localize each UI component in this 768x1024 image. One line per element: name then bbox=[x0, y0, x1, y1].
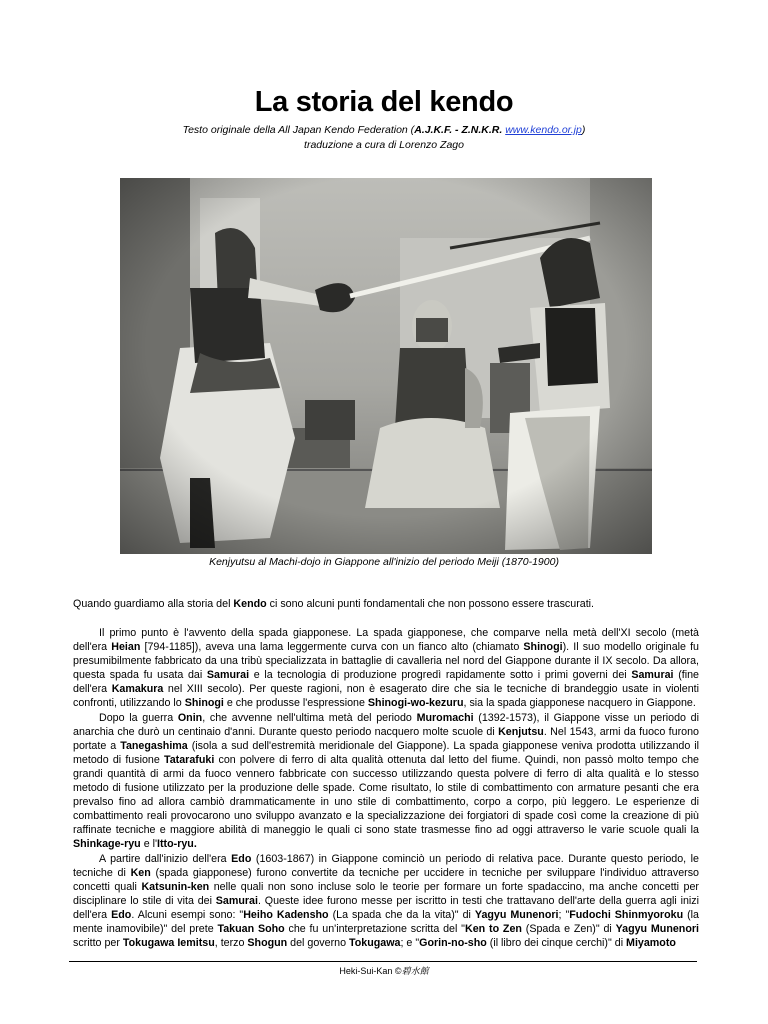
text-run: del governo bbox=[287, 937, 349, 950]
bold-term: Kamakura bbox=[111, 683, 164, 696]
bold-term: Samurai bbox=[631, 669, 674, 682]
text-run: (1392-1573), il Giappone visse un periodo di anarchia che durò un centinaio d'anni. Durante questo periodo nacquero molte scuole di bbox=[73, 711, 699, 738]
bold-term: Gorin-no-sho bbox=[419, 937, 487, 950]
text-run: . Alcuni esempi sono: " bbox=[131, 908, 244, 921]
text-run: (1603-1867) in Giappone cominciò un periodo di relativa pace. Durante questo periodo, le tecniche di bbox=[73, 852, 699, 879]
text-run: (Spada e Zen)" di bbox=[521, 922, 616, 935]
bold-term: Yagyu Munenori bbox=[474, 908, 559, 921]
text-run: con polvere di ferro di alta qualità ottenuta dal letto del fiume. Quindi, non passò molto tempo che grandi quantità di armi da fuoco vennero fabbricate con successo utilizzando questa polvere di ferro di alta qualità e lo stesso metodo di fusione utilizzato per la produzione delle spade. Come risultato, lo stile di combattimento con armature pesanti che era prevalso fino ad allora cambiò drammaticamente in uno stile di combattimento, corpo a corpo, più leggero. Le esperienze di combattimento reali provocarono uno sviluppo avanzato e la specializzazione dei forgiatori di spade così come la creazione di più raffinate tecniche e maggiore abilità di maneggio le quali ci sono state trasmesse fino ad oggi attraverso le varie scuole quali la bbox=[73, 753, 700, 837]
bold-term: Ken bbox=[130, 866, 151, 879]
text-run: (La spada che da la vita)" di bbox=[328, 908, 475, 921]
text-run: , che avvenne nell'ultima metà del periodo bbox=[202, 711, 417, 724]
text-run: (isola a sud dell'estremità meridionale del Giappone). La spada giapponese veniva prodotta utilizzando il metodo di fusione bbox=[73, 739, 700, 766]
bold-term: Tokugawa Iemitsu bbox=[122, 937, 215, 950]
footer-signature: 碧水館 bbox=[401, 967, 429, 977]
bold-term: Kenjutsu bbox=[498, 725, 544, 738]
text-run: , sia la spada giapponese nacquero in Giappone. bbox=[463, 697, 696, 710]
source-suffix: ) bbox=[581, 124, 586, 136]
body-text bbox=[73, 626, 699, 950]
text-run: nelle quali non sono incluse solo le teorie per formare un forte spadaccino, ma anche concetti per disciplinare lo stile di vita dei bbox=[73, 880, 699, 907]
translation-credit: traduzione a cura di Lorenzo Zago bbox=[304, 139, 464, 151]
footer-divider bbox=[69, 961, 697, 962]
bold-term: Yagyu Munenori bbox=[615, 922, 699, 935]
bold-term: Kendo bbox=[233, 598, 267, 610]
photo-caption: Kenjyutsu al Machi-dojo in Giappone all'inizio del periodo Meiji (1870-1900) bbox=[209, 556, 559, 568]
bold-term: Edo bbox=[111, 908, 132, 921]
bold-term: Tokugawa bbox=[349, 937, 401, 950]
text-run: (la mente inamovibile)" del prete bbox=[73, 908, 699, 935]
bold-term: Fudochi Shinmyoroku bbox=[569, 908, 684, 921]
text-run: . Queste idee furono messe per iscritto in testi che trattavano dell'arte della guerra agli inizi dell'era bbox=[73, 894, 699, 921]
bold-term: Heiho Kadensho bbox=[243, 908, 329, 921]
bold-term: Edo bbox=[231, 852, 252, 865]
bold-term: Heian bbox=[111, 641, 141, 654]
text-run: Quando guardiamo alla storia del bbox=[73, 598, 234, 610]
text-run: (fine dell'era bbox=[73, 669, 699, 696]
paragraph bbox=[73, 626, 699, 711]
text-run: che fu un'interpretazione scritta del " bbox=[284, 922, 465, 935]
footer bbox=[0, 964, 768, 977]
text-run: . Nel 1543, armi da fuoco furono portate a bbox=[73, 725, 699, 752]
text-run: (spada giapponese) furono convertite da tecniche per uccidere in tecniche per sviluppare l'individuo attraverso concetti quali bbox=[73, 866, 699, 893]
text-run: e che produsse l'espressione bbox=[223, 697, 368, 710]
bold-term: Shinogi bbox=[523, 641, 563, 654]
text-run: Dopo la guerra bbox=[99, 711, 178, 724]
text-run: Il primo punto è l'avvento della spada giapponese. La spada giapponese, che comparve nella metà dell'XI secolo (metà dell'era bbox=[73, 627, 699, 654]
bold-term: Itto-ryu. bbox=[157, 838, 197, 851]
source-prefix: Testo originale della All Japan Kendo Federation ( bbox=[182, 124, 415, 136]
text-run: , terzo bbox=[214, 937, 248, 950]
bold-term: Samurai bbox=[215, 894, 258, 907]
bold-term: Shinogi bbox=[184, 697, 224, 710]
source-link[interactable]: www.kendo.or.jp bbox=[505, 124, 582, 136]
text-run: ci sono alcuni punti fondamentali che non possono essere trascurati. bbox=[266, 598, 595, 610]
text-run: e la tecnologia di produzione progredì rapidamente sotto i primi governi dei bbox=[249, 669, 632, 682]
bold-term: Onin bbox=[177, 711, 203, 724]
bold-term: Takuan Soho bbox=[217, 922, 285, 935]
text-run: scritto per bbox=[73, 937, 123, 950]
text-run: ). Il suo modello originale fu presumibilmente fabbricato da una tribù specializzata in battaglie di cavalleria nel nord del Giappone durante il IX secolo. Da allora, questa spada fu usata dai bbox=[73, 641, 699, 682]
kendo-photo-drawing bbox=[120, 178, 652, 554]
footer-text: Heki-Sui-Kan © bbox=[339, 966, 402, 976]
bold-term: Tatarafuki bbox=[164, 753, 215, 766]
page-title: La storia del kendo bbox=[254, 86, 514, 118]
text-run: ; " bbox=[558, 908, 570, 921]
text-run: (il libro dei cinque cerchi)" di bbox=[486, 937, 627, 950]
bold-term: Katsunin-ken bbox=[141, 880, 210, 893]
bold-term: Miyamoto bbox=[626, 937, 676, 950]
bold-term: Shogun bbox=[247, 937, 288, 950]
text-run: A partire dall'inizio dell'era bbox=[99, 852, 232, 865]
text-run: nel XIII secolo). Per queste ragioni, non è esagerato dire che sia le tecniche di brandeggio usate in violenti confronti, utilizzando lo bbox=[73, 683, 699, 710]
text-run: e l' bbox=[140, 838, 158, 851]
bold-term: Muromachi bbox=[416, 711, 474, 724]
source-line bbox=[0, 124, 768, 136]
bold-term: Shinkage-ryu bbox=[73, 838, 141, 851]
bold-term: Tanegashima bbox=[120, 739, 188, 752]
text-run: [794-1185]), aveva una lama leggermente curva con un fianco alto (chiamato bbox=[140, 641, 524, 654]
bold-term: Ken to Zen bbox=[464, 922, 522, 935]
text-run: ; e " bbox=[400, 937, 420, 950]
intro-paragraph bbox=[73, 598, 699, 610]
paragraph bbox=[73, 711, 699, 852]
paragraph bbox=[73, 852, 699, 951]
bold-term: Shinogi-wo-kezuru bbox=[367, 697, 464, 710]
source-org: A.J.K.F. - Z.N.K.R. bbox=[414, 124, 503, 136]
bold-term: Samurai bbox=[206, 669, 250, 682]
kendo-photo bbox=[120, 178, 652, 554]
